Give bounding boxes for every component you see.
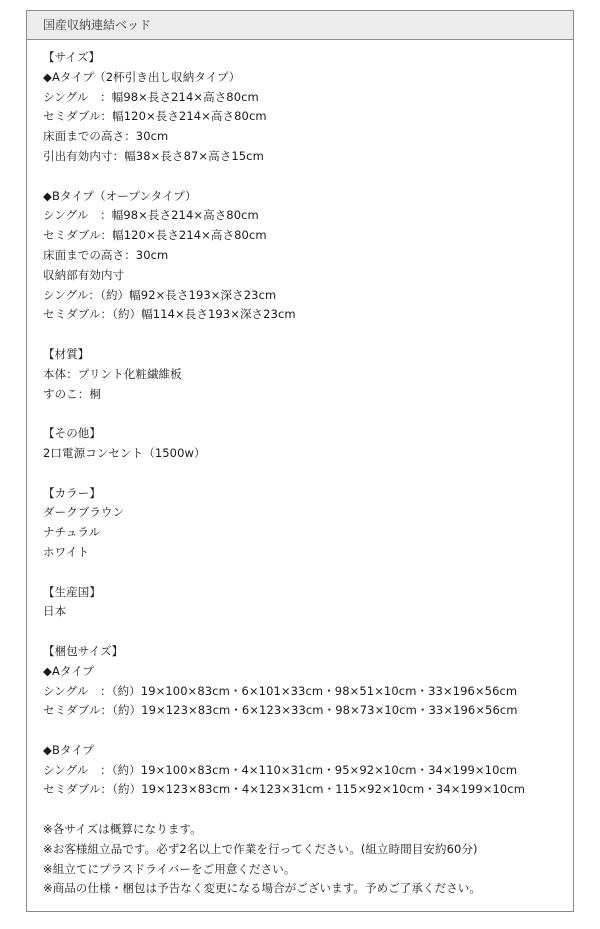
spec-line: 収納部有効内寸 [43, 267, 125, 282]
spec-line: 床面までの高さ：30cm [43, 129, 169, 144]
spec-line: シングル：（約）幅92×長さ193×深さ23cm [43, 287, 277, 302]
spec-content [27, 40, 573, 899]
spec-line: ※商品の仕様・梱包は予告なく変更になる場合がございます。予めご了承ください。 [43, 881, 482, 896]
spec-line: セミダブル：（約）19×123×83cm・4×123×31cm・115×92×10cm・34×199×10cm [43, 782, 526, 797]
spec-section [43, 484, 573, 563]
section-heading: ◆Bタイプ（オープンタイプ） [43, 188, 197, 203]
spec-line: シングル ：幅98×長さ214×高さ80cm [43, 89, 259, 104]
spec-section [43, 187, 573, 326]
section-heading: 【梱包サイズ】 [43, 643, 124, 658]
spec-line: シングル ：幅98×長さ214×高さ80cm [43, 208, 259, 223]
panel-header [27, 11, 573, 40]
section-heading: 【その他】 [43, 426, 101, 441]
spec-line: セミダブル：幅120×長さ214×高さ80cm [43, 228, 267, 243]
spec-line: ダークブラウン [43, 505, 125, 520]
spec-panel [26, 10, 574, 912]
spec-line: すのこ：桐 [43, 386, 101, 401]
spec-section [43, 583, 573, 623]
spec-line: 引出有効内寸：幅38×長さ87×高さ15cm [43, 148, 264, 163]
section-gap [43, 167, 573, 187]
spec-line: セミダブル：（約）19×123×83cm・6×123×33cm・98×73×10cm・33×196×56cm [43, 703, 518, 718]
spec-section [43, 345, 573, 404]
section-gap [43, 563, 573, 583]
section-heading: 【サイズ】 [43, 50, 101, 64]
section-gap [43, 800, 573, 820]
spec-line: ナチュラル [43, 525, 101, 540]
spec-section [43, 642, 573, 721]
spec-line: ホワイト [43, 544, 90, 559]
spec-line: ◆Aタイプ（2杯引き出し収納タイプ） [43, 69, 241, 84]
section-heading: ◆Bタイプ [43, 742, 95, 757]
spec-section [43, 424, 573, 464]
section-heading: 【カラー】 [43, 485, 101, 500]
spec-line: シングル ：（約）19×100×83cm・4×110×31cm・95×92×10cm・34×199×10cm [43, 762, 518, 777]
spec-section [43, 820, 573, 899]
spec-line: 2口電源コンセント（1500w） [43, 445, 206, 460]
spec-section [43, 741, 573, 800]
section-heading: ※各サイズは概算になります。 [43, 822, 202, 837]
section-heading: 【生産国】 [43, 584, 101, 599]
spec-line: シングル ：（約）19×100×83cm・6×101×33cm・98×51×10cm・33×196×56cm [43, 683, 518, 698]
spec-line: セミダブル：（約）幅114×長さ193×深さ23cm [43, 307, 296, 322]
section-gap [43, 464, 573, 484]
section-gap [43, 721, 573, 741]
section-gap [43, 622, 573, 642]
spec-section [43, 48, 573, 167]
spec-line: 本体：プリント化粧繊維板 [43, 366, 182, 381]
spec-line: ※お客様組立品です。必ず2名以上で作業を行ってください。(組立時間目安約60分) [43, 841, 478, 856]
section-heading: 【材質】 [43, 346, 90, 361]
spec-line: 日本 [43, 604, 67, 619]
section-gap [43, 325, 573, 345]
spec-line: 床面までの高さ：30cm [43, 247, 169, 262]
panel-title: 国産収納連結ベッド [43, 18, 152, 32]
spec-line: ※組立てにプラスドライバーをご用意ください。 [43, 861, 296, 876]
spec-line: セミダブル：幅120×長さ214×高さ80cm [43, 109, 267, 124]
spec-line: ◆Aタイプ [43, 663, 95, 678]
section-gap [43, 404, 573, 424]
